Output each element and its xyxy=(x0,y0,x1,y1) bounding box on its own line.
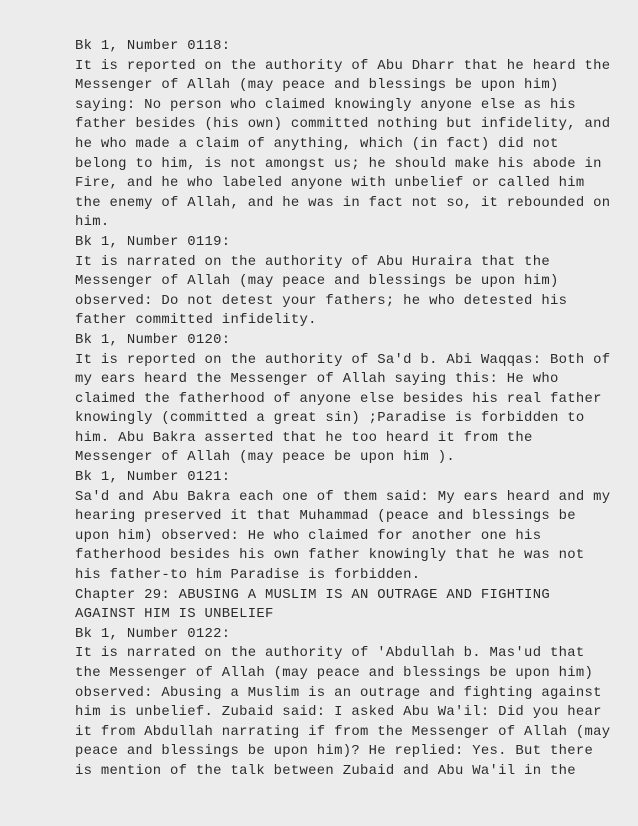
text-line: my ears heard the Messenger of Allah saying this: He who xyxy=(75,371,559,388)
text-line: Messenger of Allah (may peace be upon him ). xyxy=(75,449,455,466)
text-line: the Messenger of Allah (may peace and blessings be upon him) xyxy=(75,665,594,681)
text-line: hearing preserved it that Muhammad (peace and blessings be xyxy=(75,508,576,525)
text-line: him is unbelief. Zubaid said: I asked Abu Wa'il: Did you hear xyxy=(75,704,602,721)
text-line: peace and blessings be upon him)? He replied: Yes. But there xyxy=(75,743,594,760)
text-line: Fire, and he who labeled anyone with unbelief or called him xyxy=(75,175,585,192)
text-line: It is reported on the authority of Abu Dharr that he heard the xyxy=(75,57,611,74)
text-line: belong to him, is not amongst us; he should make his abode in xyxy=(75,155,602,172)
text-line: upon him) observed: He who claimed for another one his xyxy=(75,527,542,544)
text-line: his father-to him Paradise is forbidden. xyxy=(75,567,421,584)
text-line: Bk 1, Number 0118: xyxy=(75,38,231,54)
text-line: observed: Abusing a Muslim is an outrage and fighting against xyxy=(75,684,602,701)
text-line: father committed infidelity. xyxy=(75,312,317,329)
text-line: father besides (his own) committed nothing but infidelity, and xyxy=(75,116,611,133)
document-text xyxy=(75,37,623,782)
text-line: Sa'd and Abu Bakra each one of them said: My ears heard and my xyxy=(75,488,611,505)
text-line: Bk 1, Number 0119: xyxy=(75,233,231,250)
text-line: him. xyxy=(75,214,110,231)
text-line: It is narrated on the authority of Abu Huraira that the xyxy=(75,253,550,270)
text-line: Bk 1, Number 0122: xyxy=(75,625,231,642)
text-line: Bk 1, Number 0120: xyxy=(75,331,231,348)
text-line: Messenger of Allah (may peace and blessings be upon him) xyxy=(75,273,559,290)
text-line: is mention of the talk between Zubaid and Abu Wa'il in the xyxy=(75,762,576,779)
text-line: knowingly (committed a great sin) ;Paradise is forbidden to xyxy=(75,410,585,427)
text-line: the enemy of Allah, and he was in fact not so, it rebounded on xyxy=(75,194,611,211)
text-line: he who made a claim of anything, which (in fact) did not xyxy=(75,135,559,152)
text-line: fatherhood besides his own father knowingly that he was not xyxy=(75,547,585,564)
text-line: Chapter 29: ABUSING A MUSLIM IS AN OUTRAGE AND FIGHTING xyxy=(75,586,550,603)
text-line: saying: No person who claimed knowingly anyone else as his xyxy=(75,96,576,113)
text-line: Bk 1, Number 0121: xyxy=(75,469,231,486)
text-line: It is narrated on the authority of 'Abdullah b. Mas'ud that xyxy=(75,645,585,662)
text-line: it from Abdullah narrating if from the Messenger of Allah (may xyxy=(75,723,611,740)
text-line: AGAINST HIM IS UNBELIEF xyxy=(75,606,274,623)
text-line: him. Abu Bakra asserted that he too heard it from the xyxy=(75,429,533,446)
text-line: Messenger of Allah (may peace and blessings be upon him) xyxy=(75,77,559,94)
text-line: It is reported on the authority of Sa'd b. Abi Waqqas: Both of xyxy=(75,351,611,368)
text-line: claimed the fatherhood of anyone else besides his real father xyxy=(75,390,602,407)
text-line: observed: Do not detest your fathers; he who detested his xyxy=(75,292,568,309)
